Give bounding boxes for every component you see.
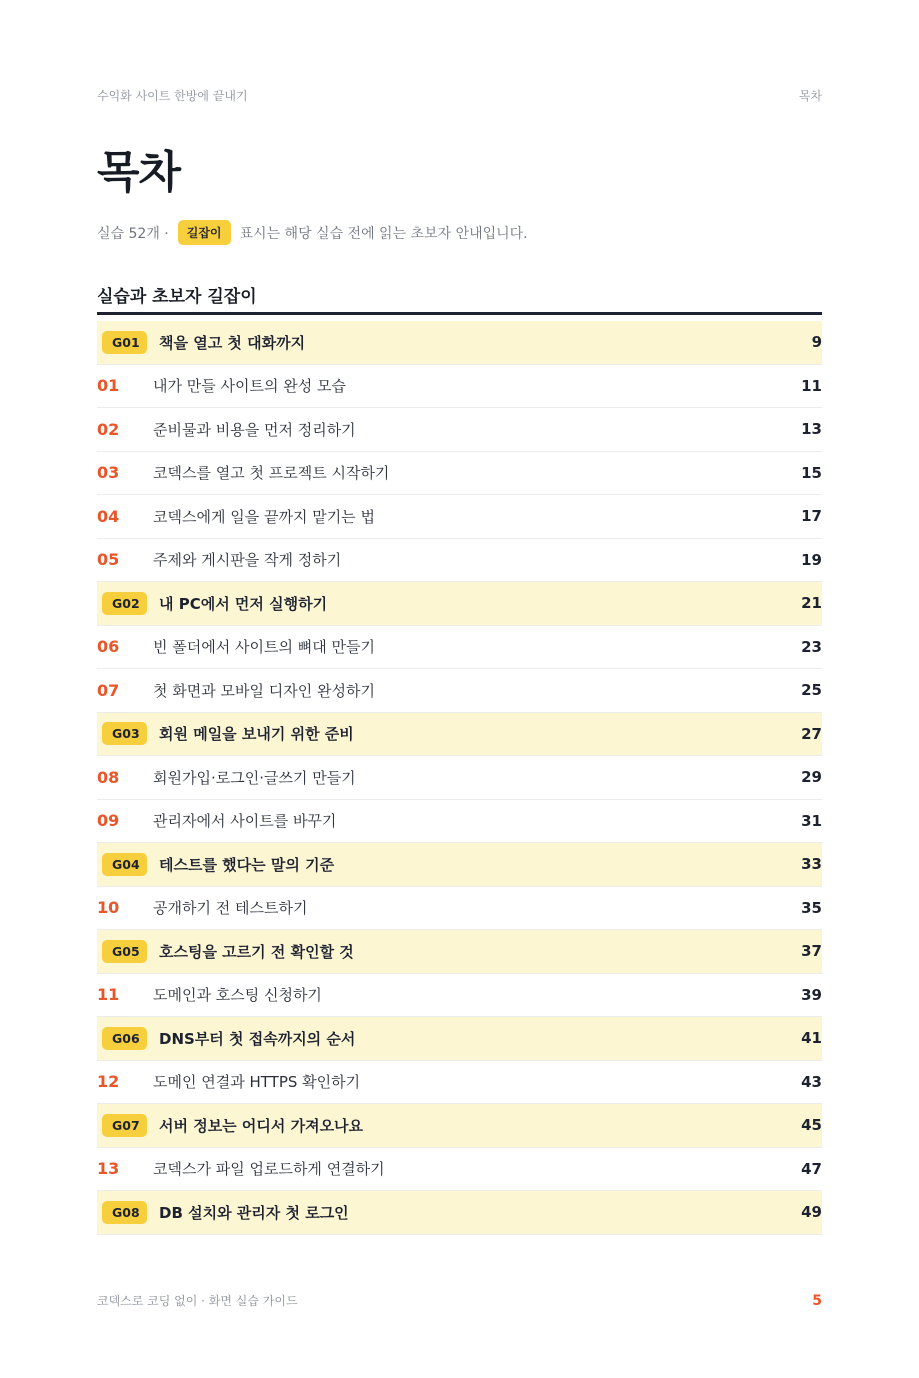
toc-page-number: 27 (801, 724, 822, 743)
toc-page-number: 13 (801, 420, 822, 439)
toc-page-number: 33 (801, 855, 822, 874)
toc-lesson-row[interactable] (97, 539, 822, 583)
toc-lesson-row[interactable] (97, 800, 822, 844)
toc-page-number: 41 (801, 1029, 822, 1048)
toc-lesson-row[interactable] (97, 1148, 822, 1192)
toc-guide-row[interactable] (97, 843, 822, 887)
toc-page-number: 11 (801, 376, 822, 395)
toc-entry-title: 공개하기 전 테스트하기 (153, 899, 308, 918)
subtitle-prefix: 실습 52개 · (97, 225, 169, 242)
guide-code-badge: G07 (102, 1114, 147, 1137)
running-header-book-title: 수익화 사이트 한방에 끝내기 (97, 89, 248, 103)
toc-lesson-row[interactable] (97, 495, 822, 539)
lesson-number: 05 (97, 550, 120, 570)
toc-lesson-row[interactable] (97, 669, 822, 713)
running-header-section: 목차 (798, 89, 822, 103)
toc-guide-row[interactable] (97, 930, 822, 974)
toc-page-number: 19 (801, 550, 822, 569)
toc-page-number: 47 (801, 1159, 822, 1178)
toc-guide-row[interactable] (97, 321, 822, 365)
toc-entry-title: 코덱스가 파일 업로드하게 연결하기 (153, 1160, 385, 1179)
toc-page-number: 23 (801, 637, 822, 656)
toc-entry-title: 관리자에서 사이트를 바꾸기 (153, 812, 337, 831)
toc-guide-row[interactable] (97, 582, 822, 626)
toc-page-number: 29 (801, 768, 822, 787)
toc-page-number: 45 (801, 1116, 822, 1135)
footer-text: 코덱스로 코딩 없이 · 화면 실습 가이드 (97, 1294, 298, 1308)
toc-page-number: 21 (801, 594, 822, 613)
toc-entry-title: 내가 만들 사이트의 완성 모습 (153, 377, 346, 396)
toc-page-number: 39 (801, 985, 822, 1004)
lesson-number: 03 (97, 463, 120, 483)
lesson-number: 07 (97, 680, 120, 700)
toc-guide-row[interactable] (97, 1191, 822, 1235)
footer-page-number: 5 (812, 1292, 822, 1309)
section-title: 실습과 초보자 길잡이 (97, 287, 257, 307)
guide-code-badge: G05 (102, 940, 147, 963)
toc-guide-row[interactable] (97, 713, 822, 757)
toc-lesson-row[interactable] (97, 756, 822, 800)
toc-entry-title: 내 PC에서 먼저 실행하기 (159, 594, 328, 613)
toc-page-number: 37 (801, 942, 822, 961)
toc-page-number: 43 (801, 1072, 822, 1091)
toc-entry-title: DNS부터 첫 접속까지의 순서 (159, 1029, 356, 1048)
toc-page-number: 25 (801, 681, 822, 700)
toc-entry-title: 회원가입·로그인·글쓰기 만들기 (153, 768, 356, 787)
toc-entry-title: DB 설치와 관리자 첫 로그인 (159, 1203, 349, 1222)
toc-page-number: 15 (801, 463, 822, 482)
toc-guide-row[interactable] (97, 1104, 822, 1148)
guide-code-badge: G02 (102, 592, 147, 615)
guide-code-badge: G08 (102, 1201, 147, 1224)
guide-code-badge: G03 (102, 722, 147, 745)
toc-lesson-row[interactable] (97, 887, 822, 931)
toc-lesson-row[interactable] (97, 408, 822, 452)
page-title: 목차 (97, 147, 181, 198)
toc-entry-title: 회원 메일을 보내기 위한 준비 (159, 725, 354, 744)
toc-page-number: 31 (801, 811, 822, 830)
lesson-number: 13 (97, 1159, 120, 1179)
toc-entry-title: 도메인 연결과 HTTPS 확인하기 (153, 1073, 361, 1092)
toc-lesson-row[interactable] (97, 1061, 822, 1105)
page-footer (97, 1292, 822, 1309)
toc-lesson-row[interactable] (97, 626, 822, 670)
toc-entry-title: 호스팅을 고르기 전 확인할 것 (159, 942, 354, 961)
toc-entry-title: 책을 열고 첫 대화까지 (159, 333, 306, 352)
toc-entry-title: 도메인과 호스팅 신청하기 (153, 986, 322, 1005)
lesson-number: 08 (97, 767, 120, 787)
toc-page-number: 9 (811, 333, 822, 352)
toc-entry-title: 코덱스를 열고 첫 프로젝트 시작하기 (153, 464, 390, 483)
toc-entry-title: 코덱스에게 일을 끝까지 맡기는 법 (153, 507, 375, 526)
page-subtitle (97, 220, 528, 245)
toc-lesson-row[interactable] (97, 452, 822, 496)
toc-guide-row[interactable] (97, 1017, 822, 1061)
toc-entry-title: 테스트를 했다는 말의 기준 (159, 855, 335, 874)
table-of-contents (97, 321, 822, 1235)
lesson-number: 06 (97, 637, 120, 657)
toc-page-number: 49 (801, 1203, 822, 1222)
lesson-number: 12 (97, 1072, 120, 1092)
lesson-number: 09 (97, 811, 120, 831)
toc-lesson-row[interactable] (97, 974, 822, 1018)
guide-legend-badge: 길잡이 (178, 220, 231, 245)
section-divider (97, 312, 822, 315)
toc-entry-title: 준비물과 비용을 먼저 정리하기 (153, 420, 356, 439)
toc-page-number: 35 (801, 898, 822, 917)
guide-code-badge: G06 (102, 1027, 147, 1050)
document-page (97, 0, 822, 1378)
toc-entry-title: 빈 폴더에서 사이트의 뼈대 만들기 (153, 638, 375, 657)
lesson-number: 11 (97, 985, 120, 1005)
guide-code-badge: G04 (102, 853, 147, 876)
toc-entry-title: 첫 화면과 모바일 디자인 완성하기 (153, 681, 375, 700)
lesson-number: 02 (97, 419, 120, 439)
running-header (97, 87, 822, 104)
toc-entry-title: 주제와 게시판을 작게 정하기 (153, 551, 342, 570)
toc-lesson-row[interactable] (97, 365, 822, 409)
guide-code-badge: G01 (102, 331, 147, 354)
subtitle-suffix: 표시는 해당 실습 전에 읽는 초보자 안내입니다. (239, 225, 528, 242)
lesson-number: 01 (97, 376, 120, 396)
lesson-number: 04 (97, 506, 120, 526)
toc-page-number: 17 (801, 507, 822, 526)
toc-entry-title: 서버 정보는 어디서 가져오나요 (159, 1116, 364, 1135)
lesson-number: 10 (97, 898, 120, 918)
